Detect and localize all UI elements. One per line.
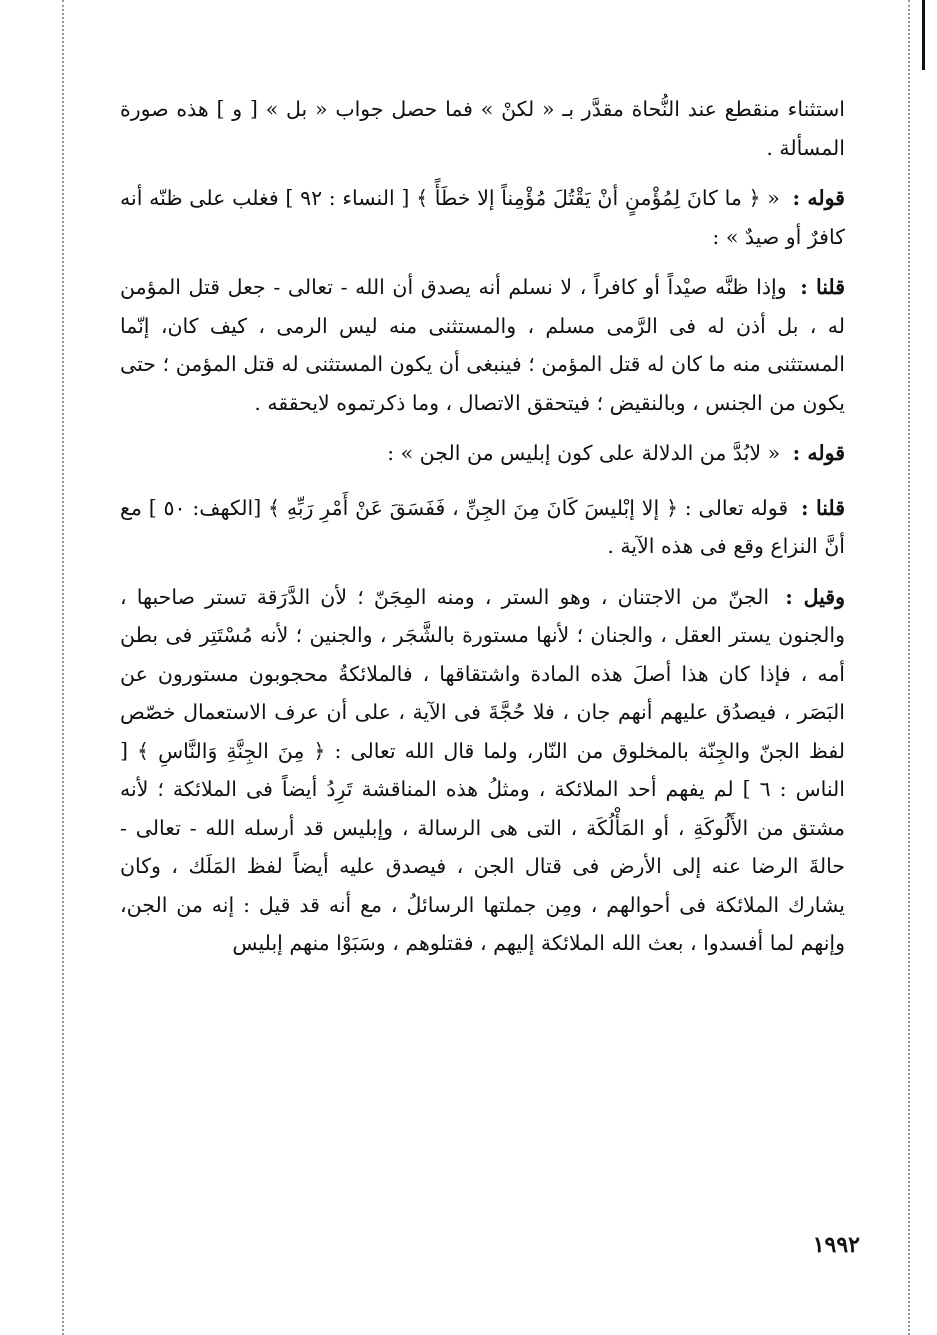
paragraph-2 <box>120 179 845 256</box>
paragraph-6 <box>120 578 845 963</box>
scan-edge-left <box>62 0 64 1335</box>
paragraph-4 <box>120 434 845 473</box>
paragraph-6-text: الجنّ من الاجتنان ، وهو الستر ، ومنه المِجَنّ ؛ لأن الدَّرَقة تستر صاحبها ، والجنون يستر العقل ، والجنان ؛ لأنها مستورة بالشَّجَر ، والجنين ؛ لأنه مُسْتَتِر فى بطن أمه ، فإذا كان هذا أصلَ هذه المادة واشتقاقها ، فالملائكةُ محجوبون مستورون عن البَصَر ، فيصدُق عليهم أنهم جان ، فلا حُجَّةَ فى الآية ، على أن عرف الاستعمال خصّص لفظ الجنّ والجِنّة بالمخلوق من النّار، ولما قال الله تعالى : ﴿ مِنَ الجِنَّةِ وَالنَّاسِ ﴾ [ الناس : ٦ ] لم يفهم أحد الملائكة ، ومثلُ هذه المناقشة تَرِدُ أيضاً فى الملائكة ؛ لأنه مشتق من الأَلُوكَةِ ، أو المَأْلُكَة ، التى هى الرسالة ، وإبليس قد أرسله الله - تعالى - حالةَ الرضا عنه إلى الأرض فى قتال الجن ، فيصدق عليه أيضاً لفظ المَلَك ، وكان يشارك الملائكة فى أحوالهم ، ومِن جملتها الرسائلُ ، مع أنه قد قيل : إنه من الجن، وإنهم لما أفسدوا ، بعث الله الملائكة إليهم ، فقتلوهم ، وسَبَوْا منهم إبليس <box>120 584 846 955</box>
scan-binding-mark <box>922 0 925 70</box>
scan-edge-right <box>908 0 910 1335</box>
paragraph-1-text: استثناء منقطع عند النُّحاة مقدَّر بـ « لكنْ » فما حصل جواب « بل » [ و ] هذه صورة المسألة . <box>120 97 845 160</box>
paragraph-3-lead: قلنا : <box>800 275 845 299</box>
page-number: ١٩٩٢ <box>812 1232 860 1258</box>
paragraph-6-lead: وقيل : <box>785 584 845 609</box>
page-body <box>120 90 845 975</box>
paragraph-5 <box>120 489 845 566</box>
paragraph-5-text: قوله تعالى : ﴿ إلا إبْليسَ كَانَ مِنَ الجِنِّ ، فَفَسَقَ عَنْ أَمْرِ رَبِّهِ ﴾ [الكهف: ٥٠ ] مع أنَّ النزاع وقع فى هذه الآية . <box>120 495 845 558</box>
paragraph-4-text: « لابُدَّ من الدلالة على كون إبليس من الجن » : <box>387 441 781 465</box>
paragraph-2-text: « ﴿ ما كانَ لِمُؤْمنٍ أنْ يَقْتُلَ مُؤْمِناً إلا خطَأً ﴾ [ النساء : ٩٢ ] فغلب على ظنّه أنه كافرٌ أو صيدٌ » : <box>120 186 845 249</box>
paragraph-3-text: وإذا ظنَّه صيْداً أو كافراً ، لا نسلم أنه يصدق أن الله - تعالى - جعل قتل المؤمن له ، بل أذن له فى الرَّمى مسلم ، والمستثنى منه ليس الرمى ، كيف كان، إنّما المستثنى منه ما كان له قتل المؤمن ؛ فينبغى أن يكون المستثنى له قتل المؤمن ؛ حتى يكون من الجنس ، وبالنقيض ؛ فيتحقق الاتصال ، وما ذكرتموه لايحققه . <box>120 275 845 415</box>
paragraph-3 <box>120 268 845 422</box>
paragraph-1 <box>120 90 845 167</box>
paragraph-5-lead: قلنا : <box>800 495 845 520</box>
paragraph-2-lead: قوله : <box>792 186 845 210</box>
paragraph-4-lead: قوله : <box>792 441 845 465</box>
